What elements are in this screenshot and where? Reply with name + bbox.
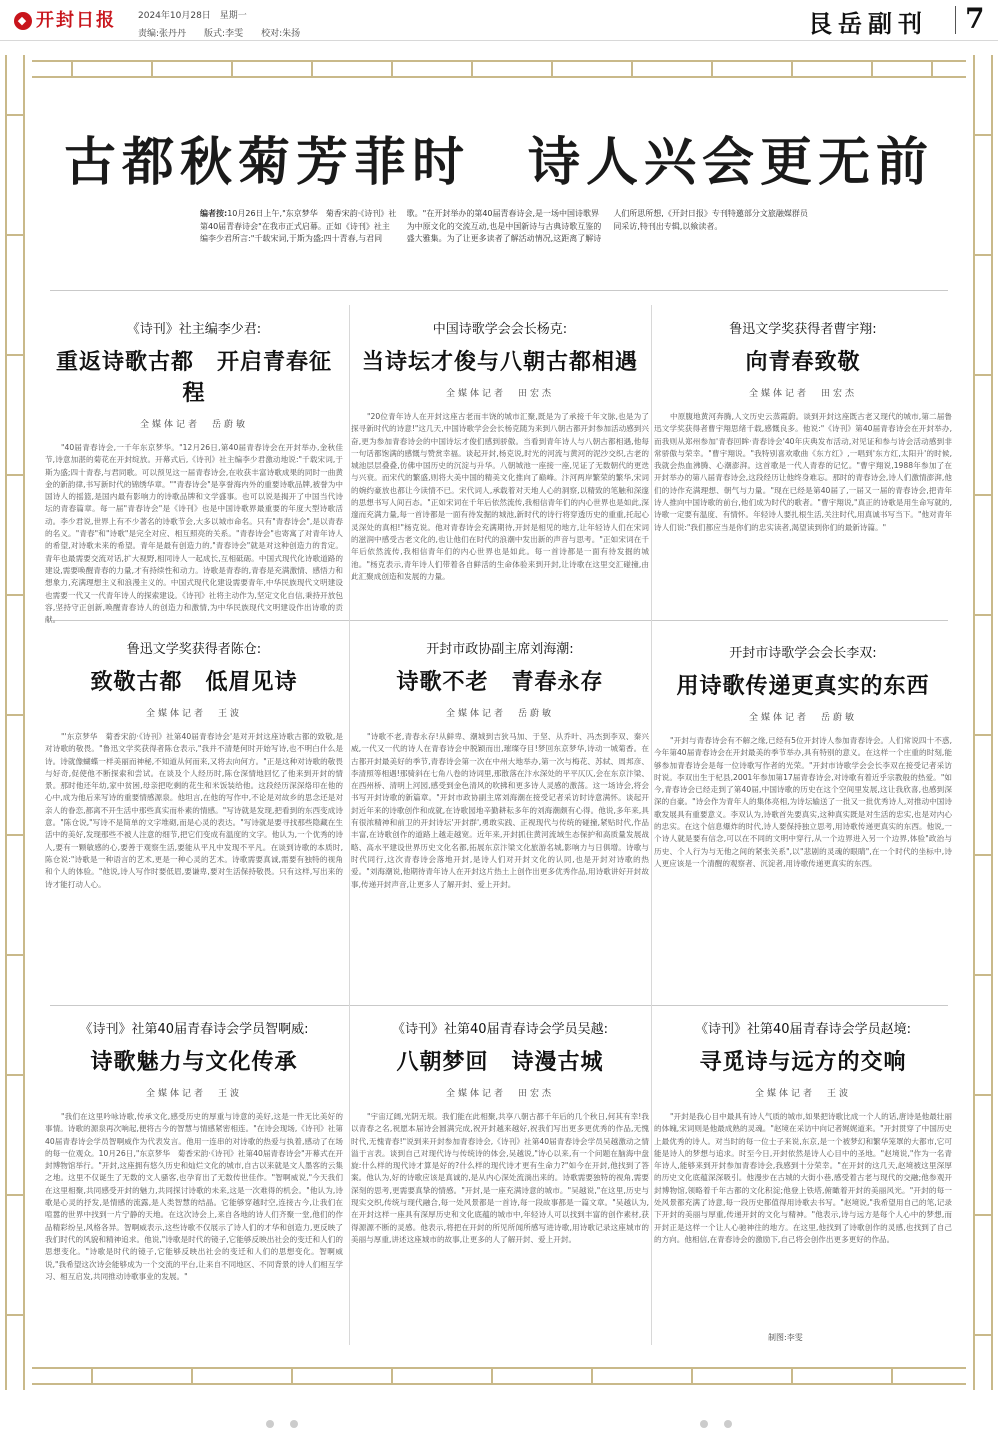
article-kicker: 《诗刊》社主编李少君: <box>126 322 262 337</box>
article-body: "40届青春诗会,一千年东京梦华。"12月26日,第40届青春诗会在开封举办,金秋佳节,诗意加湛的菊花在开封绽放。开幕式后,《诗刊》社主编李少君激动地说:"千载宋词,于斯为盛;四十青春,与君同歌。可以预见这一届青春诗会,在收获丰富诗歌成果的同时一曲黄金的新韵律,书写新时代的锦绣华章。""青春诗会"是享誉海内外的重要诗歌品牌,被誉为中国诗人的摇篮,是国内最有影响力的诗歌品牌和文学盛事。也可以说是揭开了中国当代诗坛的青春篇章。每一届"青春诗会"是《诗刊》也是中国诗歌界最重要的年度大型诗歌活动。李少君说,世界上有不少著名的诗歌节会,大多以城市命名。只有"青春诗会",是以青春的名义。"青春"和"诗歌"是完全对应、相互照亮的关系。"青春诗会"也寄寓了对青年诗人的希望,对诗歌未来的希望。青年是最有创造力的,"青春诗会"就是对这种创造力的肯定。青年也最需要交流对话,扩大视野,相同诗人一起成长,互相砥砺。中国式现代化诗歌道路的建设,需要唤醒青春的力量,才有持续性和动力。诗歌是青春的,青春是充满激情、感悟力和想象力,充满理想主义和浪漫主义的。中国式现代化建设需要青年,中华民族现代文明建设也需要一代又一代青年诗人的探索建设。《诗刊》社将主动作为,坚定文化自信,秉持开放包容,坚持守正创新,唤醒青春诗人的创造力和激情,为中华民族现代文明建设作出诗歌的贡献。 <box>45 443 343 625</box>
article-headline: 当诗坛才俊与八朝古都相遇 <box>361 349 638 375</box>
column-divider <box>651 305 652 1345</box>
article <box>351 638 649 1031</box>
article-kicker: 中国诗歌学会会长杨克: <box>432 322 568 337</box>
decorative-frame-right <box>966 55 998 1390</box>
date-line: 2024年10月28日 星期一 <box>138 11 247 21</box>
article-headline: 向青春致敬 <box>745 349 861 375</box>
article-kicker: 开封市诗歌学会会长李双: <box>729 646 877 661</box>
article-body: "开封是我心目中最具有诗人气质的城市,如果把诗歌比成一个人的话,唐诗是他最壮丽的体魄,宋词则是他最成熟的灵魂。"赵境在采访中向记者娓娓道来。"开封贯穿了中国历史上最优秀的诗人。对当时的每一位士子来说,东京,是一个被梦幻和繁华笼罩的大都市,它可能是诗人的梦想与追求。时至今日,开封依然是诗人心目中的圣地。"赵境说,"作为一名青年诗人,能够来到开封参加青春诗会,我感到十分荣幸。"在开封的这几天,赵境被这里深厚的历史文化底蕴深深吸引。他漫步在古城的大街小巷,感受着古老与现代的交融;他参观开封博物馆,领略着千年古都的文化积淀;他登上铁塔,俯瞰着开封的美丽风光。"开封的每一处风景都充满了诗意,每一段历史都值得用诗歌去书写。"赵境说,"我希望用自己的笔,记录下开封的美丽与厚重,传递开封的文化与精神。"他表示,诗与远方是每个人心中的梦想,而开封正是这样一个让人心驰神往的地方。在这里,他找到了诗歌创作的灵感,也找到了自己的方向。他相信,在青春诗会的激励下,自己将会创作出更多更好的作品。 <box>654 1112 952 1244</box>
article-kicker: 《诗刊》社第40届青春诗会学员吴越: <box>392 1022 608 1037</box>
article <box>45 1018 343 1381</box>
article <box>351 318 649 671</box>
page-dot <box>700 1420 708 1428</box>
article-body: 中原腹地黄河奔腾,人文历史云蒸霞蔚。谈到开封这座既古老又现代的城市,第二届鲁迅文学奖获得者曹宇翔思绪千载,感慨良多。他说:"《诗刊》第40届青春诗会在开封举办,而我则从郑州参加'青春回眸·青春诗会'40年庆典发布活动,对见证和参与诗会活动感到非常骄傲与荣幸。"曹宇翔说。"我特别喜欢歌曲《东方红》,一唱到'东方红,太阳升'的时候,我就会热血沸腾、心潮澎湃。这首歌是一代人青春的记忆。"曹宇翔说,1988年参加了在开封举办的第八届青春诗会,这段经历让他终身难忘。那时的青春诗会,诗人们激情澎湃,他们的诗作充满理想、朝气与力量。"现在已经是第40届了,一届又一届的青春诗会,把青年诗人推向中国诗歌的前台,他们成为时代的歌者。"曹宇翔说,"真正的诗歌是用生命写就的,诗歌一定要有温度、有情怀。年轻诗人要扎根生活,关注时代,用真诚书写当下。"他对青年诗人们说:"我们都应当是你们的忠实读者,渴望读到你们的最新诗篇。" <box>654 412 952 532</box>
article-kicker: 鲁迅文学奖获得者陈仓: <box>126 642 262 657</box>
article-headline: 寻觅诗与远方的交响 <box>699 1049 907 1075</box>
page-number: 7 <box>965 2 985 35</box>
article-byline: 全媒体记者 王波 <box>145 1089 242 1099</box>
page-dot <box>290 1420 298 1428</box>
article-byline: 全媒体记者 王波 <box>754 1089 851 1099</box>
article <box>654 642 952 995</box>
article-byline: 全媒体记者 岳蔚敏 <box>748 713 857 723</box>
article-byline: 全媒体记者 岳蔚敏 <box>445 709 554 719</box>
article-body: "20位青年诗人在开封这座古老而丰饶的城市汇聚,既是为了承接千年文脉,也是为了探寻新时代的诗意!"这几天,中国诗歌学会会长杨克随为来到八朝古都开封参加活动感到兴奋,更为参加青春诗会的中国诗坛才俊们感到骄傲。当看到青年诗人与八朝古都相遇,他每一句话都饱满的感慨与赞赏幸福。谈起开封,杨克说,时光的河流与黄河的泥沙交织,古老的城池层层叠叠,仿佛中国历史的沉淀与升华。八朝城池一座接一座,见证了无数朝代的更迭与兴衰。而宋代的繁盛,则将大美中国的精美文化推向了巅峰。汴河两岸繁荣的繁华,宋词的婉约豪放也都让今读情不已。宋代词人,承载着对天地人心的洞察,以精致的笔触和深邃的思想书写人间百态。"正如宋词在千年后依然流传,我相信青年们的内心世界也是如此,深邃而充满力量,每一首诗都是一面有待发掘的城池,新时代的诗行将穿透历史的重重,托起心灵深处的真相!"杨克说。他对青春诗会充满期待,开封是相见的地方,让年轻诗人们在宋词的滋润中感受古老文化的,也让他们在时代的浪潮中发出新的声音与思考。"正如宋词在千年后依然流传,我相信青年们的内心世界也是如此。每一首诗都是一面有待发掘的城池。"杨克表示,青年诗人们带着各自鲜活的生命体验来到开封,让诗歌在这里交汇碰撞,由此汇聚成创造和发展的力量。 <box>351 412 649 581</box>
article-body: "我们在这里吟咏诗歌,传承文化,感受历史的厚重与诗意的美好,这是一件无比美好的事情。诗歌的源泉再次响起,便将古今的智慧与情感紧密相连。"在诗会现场,《诗刊》社第40届青春诗会学员智啊威作为代表发言。他用一连串的对诗歌的热爱与执着,感动了在场的每一位观众。10月26日,"东京梦华 菊香宋韵·《诗刊》社第40届青春诗会"开幕式在开封博物馆举行。"开封,这座拥有悠久历史和灿烂文化的城市,自古以来就是文人墨客的云集之地。这里不仅诞生了无数的文人骚客,也孕育出了无数传世佳作。"智啊威说,"今天我们在这里相聚,共同感受开封的魅力,共同探讨诗歌的未来,这是一次难得的机会。"他认为,诗歌是心灵的抒发,是情感的流露,是人类智慧的结晶。它能够穿越时空,连接古今,让我们在喧嚣的世界中找到一片宁静的天地。在这次诗会上,来自各地的诗人们齐聚一堂,他们的作品精彩纷呈,风格各异。智啊威表示,这些诗歌不仅展示了诗人们的才华和创造力,更反映了我们时代的风貌和精神追求。他说,"诗歌是时代的镜子,它能够反映出社会的变迁和人们的思想变化。"诗歌是时代的镜子,它能够反映出社会的变迁和人们的思想变化。智啊威说,"我希望这次诗会能够成为一个交流的平台,让来自不同地区、不同背景的诗人们相互学习、相互启发,共同推动诗歌事业的发展。" <box>45 1112 343 1281</box>
page-main-title: 古都秋菊芳菲时 诗人兴会更无前 <box>63 132 934 193</box>
article-headline: 用诗歌传递更真实的东西 <box>676 673 930 699</box>
column-divider <box>349 305 350 1345</box>
article-byline: 全媒体记者 田宏杰 <box>445 1089 554 1099</box>
article-byline: 全媒体记者 王波 <box>145 709 242 719</box>
graphics-credit: 制图:李雯 <box>768 1333 803 1342</box>
article-headline: 诗歌魅力与文化传承 <box>90 1049 298 1075</box>
logo-text: 开封日报 <box>36 10 116 31</box>
article-byline: 全媒体记者 田宏杰 <box>748 389 857 399</box>
section-name: 艮岳副刊 <box>808 9 928 38</box>
article-byline: 全媒体记者 田宏杰 <box>445 389 554 399</box>
article-body: "宇宙辽阔,光阴无垠。我们能在此相聚,共享八朝古都千年后的几个秋日,何其有幸!我以青春之名,祝愿本届诗会圆满完成,祝开封越来越好,祝我们写出更多更优秀的作品,无愧时代,无愧青春!"说到来开封参加青春诗会,《诗刊》社第40届青春诗会学员吴越激动之情溢于言表。谈到自己对现代诗与传统诗的体会,吴越说,"诗心以来,有一个问题在脑海中盘旋:什么样的现代诗才算是好的?什么样的现代诗才更有生命力?"如今在开封,他找到了答案。他认为,好的诗歌应该是真诚的,是从内心深处流淌出来的。诗歌需要独特的视角,需要深刻的思考,更需要真挚的情感。"开封,是一座充满诗意的城市。"吴越说,"在这里,历史与现实交织,传统与现代融合,每一处风景都是一首诗,每一段故事都是一篇文章。"吴越认为,在开封这样一座具有深厚历史和文化底蕴的城市中,年轻诗人可以找到丰富的创作素材,获得源源不断的灵感。他表示,将把在开封的所见所闻所感写进诗歌,用诗歌记录这座城市的美丽与厚重,讲述这座城市的故事,让更多的人了解开封、爱上开封。 <box>351 1112 649 1244</box>
editor-note <box>200 208 810 246</box>
page-separator <box>955 6 956 34</box>
editor-note-text: 10月26日上午,"东京梦华 菊香宋韵·《诗刊》社第40届青春诗会"在我市正式启幕。正如《诗刊》社主编李少君所言:"千载宋词,于斯为盛;四十青春,与君同歌。"在开封举办的第40届青春诗会,是一场中国诗歌界为中原文化的交流互动,也是中国新诗与古典诗歌互鉴的盛大雅集。为了让更多读者了解活动情况,这距离了解诗人们所思所想,《开封日报》专刊特邀部分文旅融媒群员同采访,特刊出专辑,以飨读者。 <box>200 209 808 243</box>
article-body: "诗歌不老,青春永存!从鲜卑、潮城到吉狄马加、于坚、从乔叶、冯杰到李双、秦兴威,一代又一代的诗人在青春诗会中脱颖而出,璀璨夺目!梦回东京梦华,诗动一城菊香。在古都开封最美好的季节,青春诗会第一次在中州大地举办,第一次与梅花、苏轼、周邦彦、李清照等相遇!那骑斜在七角八卷的诗词里,那散落在汴水深处的平平仄仄,会在东京汴梁、在西州桥、清明上河园,感受到金色清风的吹拂和更多诗人灵感的激荡。这一场诗会,将会书写开封诗歌的新篇章。"开封市政协副主席刘海潮在接受记者采访时诗意满怀。谈起开封近年来的诗歌创作和成就,在诗歌园地辛勤耕耘多年的刘海潮颇有心得。他说,多年来,具有很浓精神和前卫的开封诗坛'开封群',勇敢实践、正视现代与传统的碰撞,紧贴时代,作品丰富,在诗歌创作的道路上越走越宽。近年来,开封抓住黄河流域生态保护和高质量发展战略、高水平建设世界历史文化名都,拓展东京汴梁文化旅游名城,影响力与日俱增。诗歌与时代同行,这次青春诗会落地开封,是诗人们对开封文化的认同,也是开封对诗歌的热爱。"刘海潮说,他期待青年诗人在开封这片热土上创作出更多优秀作品,用诗歌讲好开封故事,传递开封声音,让更多人了解开封、爱上开封。 <box>351 732 649 889</box>
article-kicker: 开封市政协副主席刘海潮: <box>426 642 574 657</box>
article-kicker: 《诗刊》社第40届青春诗会学员赵境: <box>695 1022 911 1037</box>
article-headline: 致敬古都 低眉见诗 <box>90 669 298 695</box>
article-headline: 诗歌不老 青春永存 <box>396 669 604 695</box>
staff-line: 责编:张丹丹 版式:李雯 校对:朱扬 <box>138 29 301 39</box>
article-headline: 八朝梦回 诗漫古城 <box>396 1049 604 1075</box>
decorative-frame-left <box>0 55 32 1390</box>
logo-emblem-icon: ◆ <box>14 12 32 30</box>
page-dot <box>266 1420 274 1428</box>
masthead <box>0 0 998 41</box>
article-kicker: 《诗刊》社第40届青春诗会学员智啊威: <box>79 1022 309 1037</box>
article <box>654 1018 952 1371</box>
article <box>45 638 343 1031</box>
article-body: "开封与青春诗会有不解之缘,已经有5位开封诗人参加青春诗会。人们常说四十不惑,今年第40届青春诗会在开封最美的季节举办,具有特别的意义。在这样一个庄重的时刻,能够参加青春诗会是每一位诗歌写作者的光荣。"开封市诗歌学会会长李双在接受记者采访时说。李双出生于杞县,2001年参加第17届青春诗会,对诗歌有着近乎宗教般的热爱。"如今,青春诗会已经走到了第40届,中国诗歌的历史在这个空间里发展,这让我欣喜,也感到深深的自豪。"诗会作为青年人的集体亮相,为诗坛输送了一批又一批优秀诗人,对推动中国诗歌发展具有重要意义。李双认为,诗歌首先要真实,这种真实既是对生活的忠实,也是对内心的忠实。在这个信息爆炸的时代,诗人要保持独立思考,用诗歌传递更真实的东西。他说,一个诗人就是要有信念,可以在不同的文明中穿行,从一个边界进入另一个边界,体验"政治与历史、个人行为与无他之间的紧张关系",以"悲剧的灵魂的眼睛",在一个时代的坐标中,诗人更应该是一个清醒的观察者、沉淀者,用诗歌传递更真实的东西。 <box>654 736 952 868</box>
article-kicker: 鲁迅文学奖获得者曹宇翔: <box>729 322 877 337</box>
newspaper-logo <box>14 6 116 32</box>
article-body: "'东京梦华 菊香宋韵·《诗刊》社第40届青春诗会'是对开封这座诗歌古都的致敬,是对诗歌的敬畏。"鲁迅文学奖获得者陈仓表示,"我并不清楚何时开始写诗,也不明白什么是诗。诗就像蝴蝶一样美丽而神秘,不知道从何而来,又将去向何方。"正是这种对诗歌的敬畏与好奇,促使他不断探索和尝试。在谈及个人经历时,陈仓深情地回忆了他来到开封的情景。那时他还年幼,家中贫困,母亲把吃剩的花生和米饭装给他。这段经历深深烙印在他的心中,成为他后来写诗的重要情感源泉。他坦言,在他的写作中,不论是对故乡的思念还是对亲人的眷恋,都离不开生活中那些真实而朴素的情感。"写诗就是发现,把看到的东西变成诗意。"陈仓说,"写诗不是简单的文字堆砌,而是心灵的表达。"写诗就是要寻找那些隐藏在生活中的美好,发现那些不被人注意的细节,把它们变成有温度的文字。他认为,一个优秀的诗人,要有一颗敏感的心,要善于观察生活,要能从平凡中发现不平凡。在谈到诗歌的本质时,陈仓说:"诗歌是一种语言的艺术,更是一种心灵的艺术。诗歌需要真诚,需要有独特的视角和个人的体验。"他说,诗人写作时要低眉,要谦卑,要对生活保持敬畏。只有这样,写出来的诗才能打动人心。 <box>45 732 343 889</box>
editor-note-label: 编者按: <box>200 209 228 218</box>
decorative-frame-top <box>32 55 966 83</box>
article-headline: 重返诗歌古都 开启青春征程 <box>55 349 332 406</box>
page-dot <box>724 1420 732 1428</box>
row-divider <box>50 290 948 291</box>
article <box>654 318 952 661</box>
article <box>45 318 343 692</box>
article-byline: 全媒体记者 岳蔚敏 <box>139 420 248 430</box>
article <box>351 1018 649 1381</box>
